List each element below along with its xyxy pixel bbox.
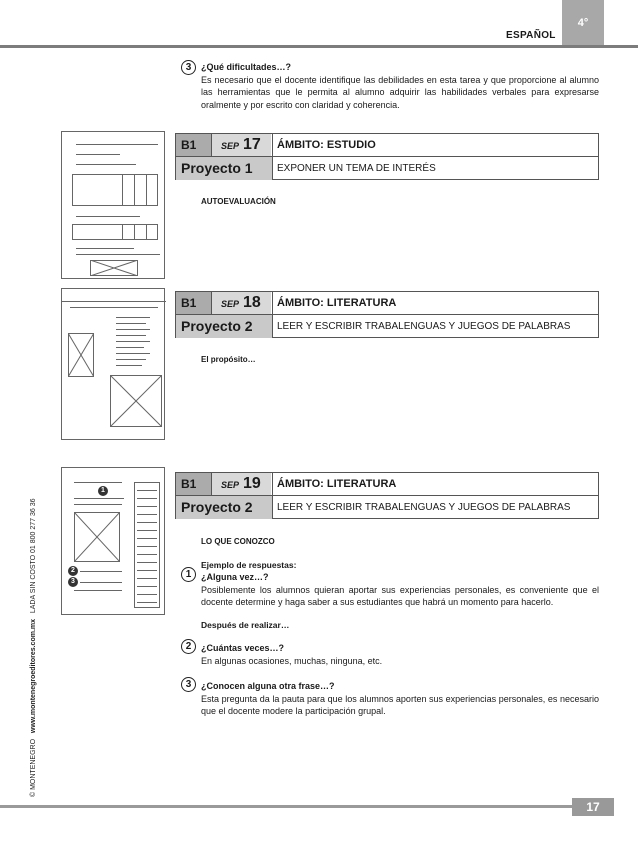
grade-tab: 4° [562,0,604,45]
project-topic: EXPONER UN TEMA DE INTERÉS [272,157,598,180]
thumb-image-placeholder [74,512,120,562]
project-label: Proyecto 2 [176,315,272,338]
thumb-badge: 1 [98,486,108,496]
block-label: B1 [176,473,211,495]
ambito-label: ÁMBITO: LITERATURA [272,292,598,314]
sep-page [211,473,271,495]
example-question-2 [201,642,599,667]
activity-header-sep18 [175,291,599,338]
page-number: 17 [572,798,614,816]
question-number-badge: 3 [181,60,196,75]
example-heading: Ejemplo de respuestas: [201,560,297,570]
activity-header-sep17 [175,133,599,180]
question-number-badge: 1 [181,567,196,582]
sep-label: SEP [221,480,240,490]
ambito-label: ÁMBITO: LITERATURA [272,473,598,495]
publisher-phone: LADA SIN COSTO 01 800 277 36 36 [30,498,37,614]
section-label: El propósito… [201,355,256,364]
thumb-image-placeholder [90,260,138,276]
sep-page [211,134,271,156]
page-thumbnail-sep19 [61,467,165,615]
example-question-1 [201,571,599,609]
project-label: Proyecto 1 [176,157,272,180]
sep-label: SEP [221,141,240,151]
subject-label: ESPAÑOL [506,30,556,41]
sep-number: 18 [243,294,261,311]
question-title: ¿Alguna vez…? [201,572,269,582]
question-title: ¿Cuántas veces…? [201,643,285,653]
thumb-image-placeholder [68,333,94,377]
question-body: Posiblemente los alumnos quieran aportar sus experiencias personales, es conveniente que el docente determine y haga saber a sus estudiantes que habrá un momento para hacerlo. [201,584,599,607]
section-label: LO QUE CONOZCO [201,537,275,546]
after-heading: Después de realizar… [201,620,290,630]
ambito-label: ÁMBITO: ESTUDIO [272,134,598,156]
side-credit [30,498,37,797]
example-question-3 [201,680,599,718]
section-label: AUTOEVALUACIÓN [201,197,276,206]
block-label: B1 [176,134,211,156]
footer-rule [0,805,572,808]
question-body: En algunas ocasiones, muchas, ninguna, etc. [201,655,383,666]
sep-label: SEP [221,299,240,309]
block-label: B1 [176,292,211,314]
thumb-badge: 2 [68,566,78,576]
project-topic: LEER Y ESCRIBIR TRABALENGUAS Y JUEGOS DE PALABRAS [272,496,598,519]
publisher-url[interactable]: www.montenegroeditores.com.mx [30,618,37,734]
sep-number: 17 [243,136,261,153]
sep-number: 19 [243,475,261,492]
project-topic: LEER Y ESCRIBIR TRABALENGUAS Y JUEGOS DE PALABRAS [272,315,598,338]
question-title: ¿Conocen alguna otra frase…? [201,681,335,691]
thumb-badge: 3 [68,577,78,587]
page-thumbnail-sep18 [61,288,165,440]
question-body: Es necesario que el docente identifique las debilidades en esta tarea y que proporcione al alumno las herramientas que le permita al alumno adquirir las habilidades verbales para expresarse oralmente y por escrito con claridad y coherencia. [201,74,599,110]
header-rule [0,45,638,48]
question-number-badge: 2 [181,639,196,654]
intro-question [201,61,599,111]
project-label: Proyecto 2 [176,496,272,519]
publisher-credit: © MONTENEGRO [30,738,37,797]
sep-page [211,292,271,314]
question-title: ¿Qué dificultades…? [201,62,292,72]
thumb-text-column [134,482,160,608]
activity-header-sep19 [175,472,599,519]
thumb-image-placeholder [110,375,162,427]
page-thumbnail-sep17 [61,131,165,279]
question-body: Esta pregunta da la pauta para que los alumnos aporten sus experiencias personales, es necesario que el docente modere la participación grupal. [201,693,599,716]
question-number-badge: 3 [181,677,196,692]
